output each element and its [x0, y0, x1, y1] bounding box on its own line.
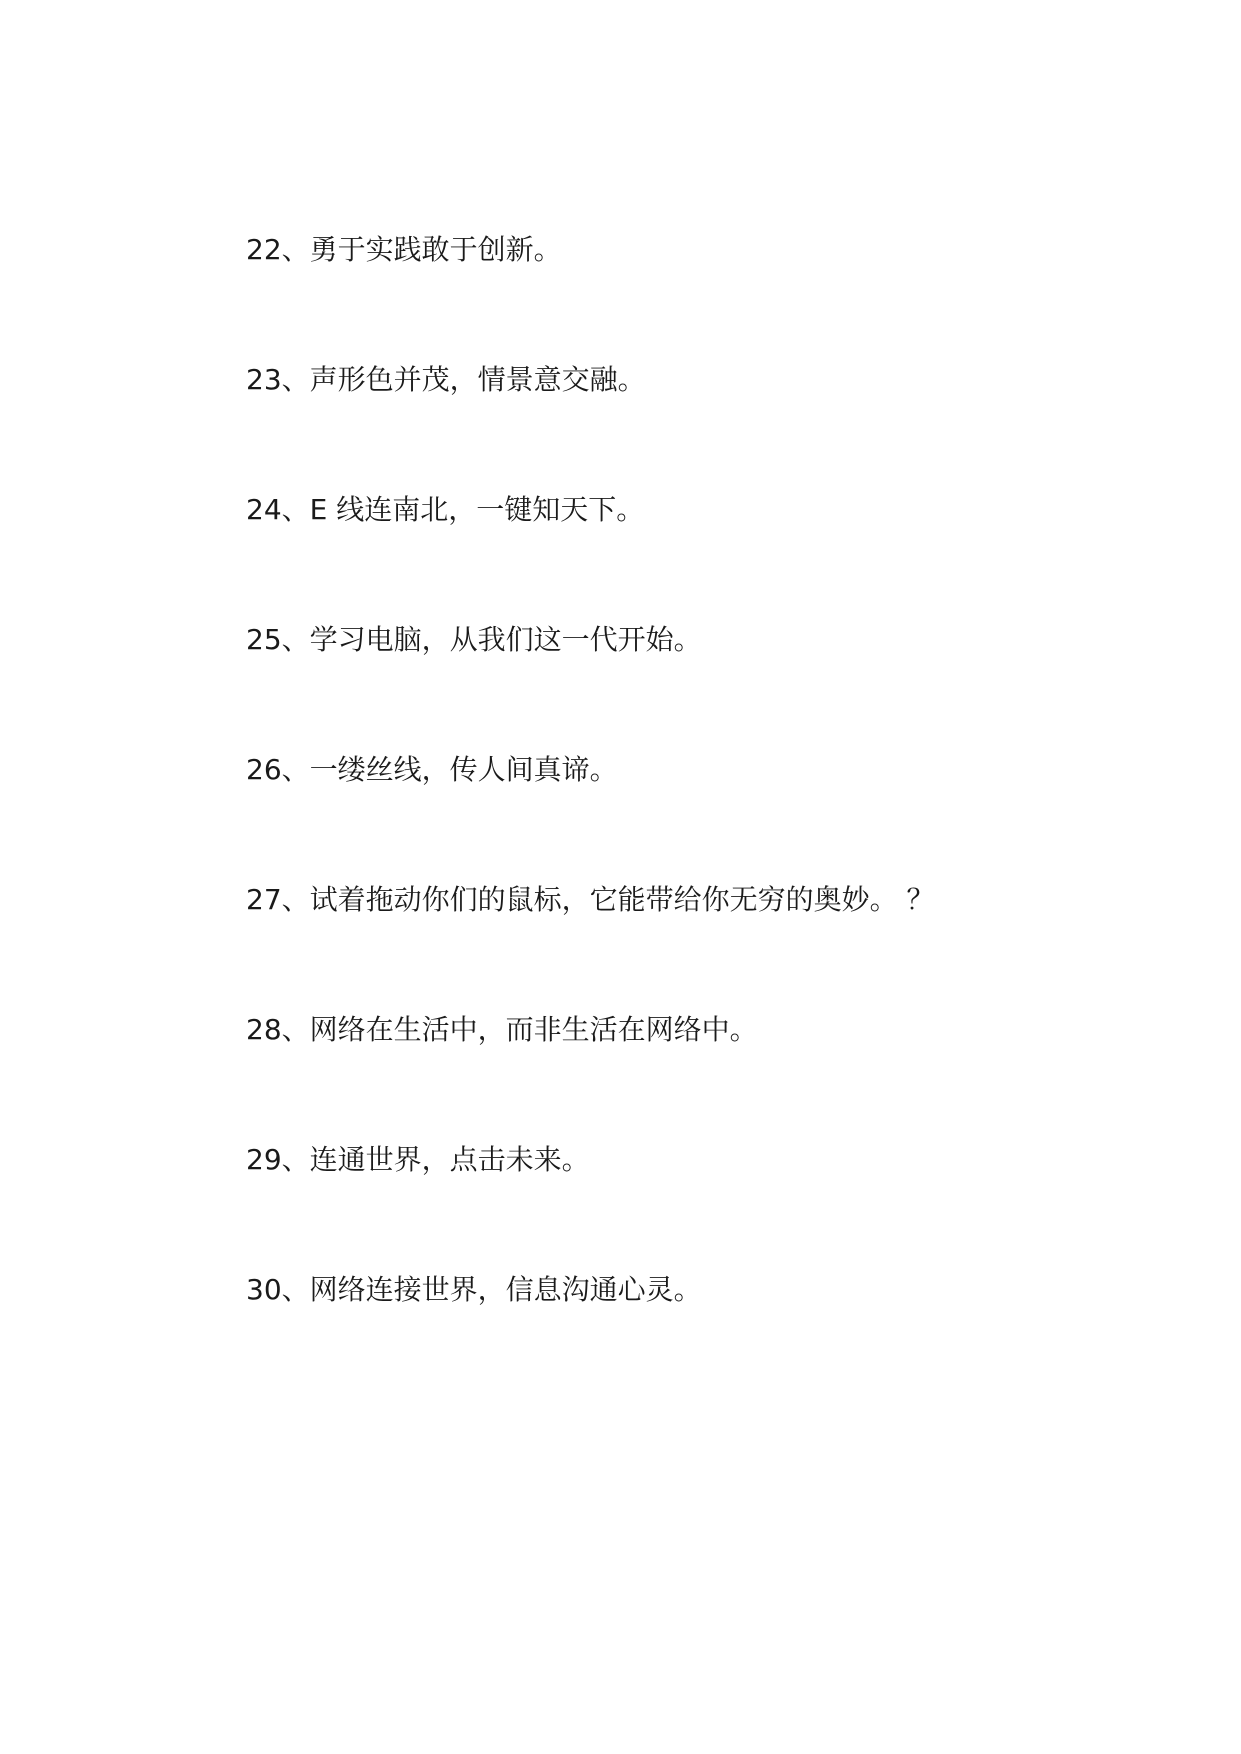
slogan-line-28: 28、网络在生活中，而非生活在网络中。	[246, 1013, 758, 1046]
slogan-line-29: 29、连通世界，点击未来。	[246, 1143, 590, 1176]
slogan-list	[246, 228, 935, 1398]
slogan-line-27: 27、试着拖动你们的鼠标，它能带给你无穷的奥妙。 ？	[246, 883, 935, 916]
slogan-line-24: 24、E 线连南北，一键知天下。	[246, 493, 645, 526]
slogan-line-25: 25、学习电脑，从我们这一代开始。	[246, 623, 702, 656]
slogan-line-30: 30、网络连接世界，信息沟通心灵。	[246, 1273, 702, 1306]
slogan-line-23: 23、声形色并茂，情景意交融。	[246, 363, 646, 396]
slogan-line-26: 26、一缕丝线，传人间真谛。	[246, 753, 618, 786]
slogan-line-22: 22、勇于实践敢于创新。	[246, 233, 562, 266]
